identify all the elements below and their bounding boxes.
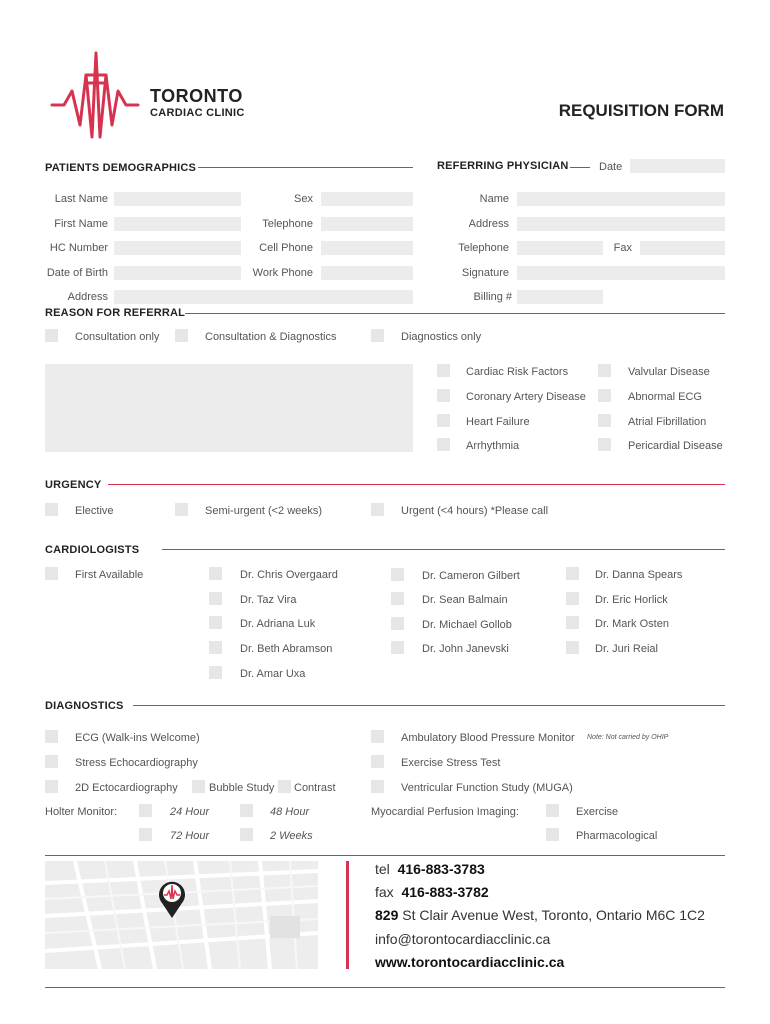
cardiologist-label: Dr. Amar Uxa (240, 668, 306, 680)
diagnostics-only-label: Diagnostics only (401, 331, 482, 343)
muga-checkbox[interactable] (371, 780, 384, 793)
billing-label: Billing # (473, 291, 512, 303)
signature-field[interactable] (517, 266, 725, 280)
consultation-only-checkbox[interactable] (45, 329, 58, 342)
perfusion-label: Myocardial Perfusion Imaging: (371, 806, 519, 818)
cardiologist-checkbox[interactable] (209, 592, 222, 605)
work-phone-label: Work Phone (252, 267, 313, 279)
cardiologist-label: Dr. Taz Vira (240, 594, 297, 606)
telephone-field[interactable] (321, 217, 413, 231)
cardiologist-checkbox[interactable] (391, 617, 404, 630)
holter-72-checkbox[interactable] (139, 828, 152, 841)
elective-label: Elective (75, 505, 114, 517)
urgent-label: Urgent (<4 hours) *Please call (401, 505, 549, 517)
first-available-checkbox[interactable] (45, 567, 58, 580)
abpm-note: Note: Not carried by OHIP (587, 734, 669, 741)
reason-label: Coronary Artery Disease (466, 391, 586, 403)
cardiologist-checkbox[interactable] (391, 568, 404, 581)
last-name-field[interactable] (114, 192, 241, 206)
reason-label: Valvular Disease (628, 366, 710, 378)
reason-checkbox[interactable] (437, 389, 450, 402)
billing-field[interactable] (517, 290, 603, 304)
brand-subname: CARDIAC CLINIC (150, 107, 245, 119)
cardiologist-label: Dr. Beth Abramson (240, 643, 333, 655)
form-title: REQUISITION FORM (558, 101, 724, 120)
physician-name-label: Name (479, 193, 509, 205)
ecg-checkbox[interactable] (45, 730, 58, 743)
divider (45, 987, 725, 988)
divider (570, 167, 590, 168)
urgent-checkbox[interactable] (371, 503, 384, 516)
echo-2d-checkbox[interactable] (45, 780, 58, 793)
work-phone-field[interactable] (321, 266, 413, 280)
exercise-checkbox[interactable] (546, 804, 559, 817)
cardiologist-checkbox[interactable] (209, 666, 222, 679)
cardiologist-label: Dr. Eric Horlick (595, 594, 668, 606)
cardiologist-checkbox[interactable] (566, 567, 579, 580)
address-number: 829 (375, 907, 399, 923)
diagnostics-only-checkbox[interactable] (371, 329, 384, 342)
contrast-checkbox[interactable] (278, 780, 291, 793)
last-name-label: Last Name (54, 193, 108, 205)
reason-checkbox[interactable] (598, 414, 611, 427)
physician-address-field[interactable] (517, 217, 725, 231)
map-pin-icon (157, 879, 187, 919)
reason-label: Atrial Fibrillation (628, 416, 707, 428)
sex-label: Sex (294, 193, 313, 205)
consultation-diagnostics-checkbox[interactable] (175, 329, 188, 342)
muga-label: Ventricular Function Study (MUGA) (401, 782, 573, 794)
exercise-label: Exercise (576, 806, 619, 818)
cardiologist-label: Dr. Mark Osten (595, 618, 669, 630)
ecg-label: ECG (Walk-ins Welcome) (75, 732, 200, 744)
first-name-label: First Name (54, 218, 108, 230)
abpm-checkbox[interactable] (371, 730, 384, 743)
cardiologist-label: Dr. Adriana Luk (240, 618, 316, 630)
exercise-stress-checkbox[interactable] (371, 755, 384, 768)
tel-number[interactable]: 416-883-3783 (397, 861, 485, 877)
reason-label: Arrhythmia (466, 440, 520, 452)
reason-checkbox[interactable] (437, 414, 450, 427)
cardiologist-label: Dr. John Janevski (422, 643, 509, 655)
date-label: Date (599, 161, 623, 173)
cell-phone-label: Cell Phone (259, 242, 313, 254)
holter-24-label: 24 Hour (170, 806, 210, 818)
cardiologist-label: Dr. Danna Spears (595, 569, 683, 581)
fax-label: Fax (613, 242, 632, 254)
reason-label: Cardiac Risk Factors (466, 366, 569, 378)
cell-phone-field[interactable] (321, 241, 413, 255)
reason-label: Abnormal ECG (628, 391, 702, 403)
cardiologist-checkbox[interactable] (566, 616, 579, 629)
address-text: St Clair Avenue West, Toronto, Ontario M6C 1C2 (402, 907, 705, 923)
sex-field[interactable] (321, 192, 413, 206)
cardiologist-label: Dr. Sean Balmain (422, 594, 508, 606)
physician-address-label: Address (468, 218, 509, 230)
cardiologist-label: Dr. Chris Overgaard (240, 569, 338, 581)
cardiologist-checkbox[interactable] (566, 592, 579, 605)
address-label: Address (67, 291, 108, 303)
abpm-label: Ambulatory Blood Pressure Monitor (401, 732, 575, 744)
signature-label: Signature (461, 267, 509, 279)
tel-label: tel (375, 861, 390, 877)
reason-checkbox[interactable] (437, 438, 450, 451)
website-link[interactable]: www.torontocardiacclinic.ca (375, 954, 565, 970)
fax-number: 416-883-3782 (401, 884, 489, 900)
hc-number-field[interactable] (114, 241, 241, 255)
exercise-stress-label: Exercise Stress Test (401, 757, 501, 769)
address-line (375, 907, 705, 923)
holter-48-label: 48 Hour (270, 806, 310, 818)
cardiologist-checkbox[interactable] (566, 641, 579, 654)
physician-name-field[interactable] (517, 192, 725, 206)
fax-line (375, 884, 489, 900)
divider (162, 549, 725, 550)
divider (133, 705, 725, 706)
contact-divider (346, 861, 349, 969)
semi-urgent-label: Semi-urgent (<2 weeks) (205, 505, 323, 517)
urgency-heading: URGENCY (45, 479, 102, 491)
first-name-field[interactable] (114, 217, 241, 231)
semi-urgent-checkbox[interactable] (175, 503, 188, 516)
clinic-logo-icon (50, 45, 140, 140)
holter-label: Holter Monitor: (45, 806, 118, 818)
divider (45, 855, 725, 856)
holter-2wk-checkbox[interactable] (240, 828, 253, 841)
cardiologist-checkbox[interactable] (209, 616, 222, 629)
divider (108, 484, 725, 485)
holter-2wk-label: 2 Weeks (270, 830, 313, 842)
dob-label: Date of Birth (46, 267, 108, 279)
cardiologist-checkbox[interactable] (391, 592, 404, 605)
holter-48-checkbox[interactable] (240, 804, 253, 817)
reason-label: Heart Failure (466, 416, 530, 428)
first-available-label: First Available (75, 569, 144, 581)
reason-checkbox[interactable] (598, 438, 611, 451)
date-field[interactable] (630, 159, 725, 173)
brand-name: TORONTO (150, 86, 243, 106)
holter-24-checkbox[interactable] (139, 804, 152, 817)
referral-heading: REASON FOR REFERRAL (45, 307, 186, 319)
address-field[interactable] (114, 290, 413, 304)
tel-line (375, 861, 485, 877)
divider (198, 167, 413, 168)
email-link[interactable]: info@torontocardiacclinic.ca (375, 931, 551, 947)
consultation-diagnostics-label: Consultation & Diagnostics (205, 331, 337, 343)
telephone-label: Telephone (262, 218, 313, 230)
stress-echo-label: Stress Echocardiography (75, 757, 198, 769)
bubble-study-label: Bubble Study (209, 782, 275, 794)
diagnostics-heading: DIAGNOSTICS (45, 700, 124, 712)
holter-72-label: 72 Hour (170, 830, 210, 842)
fax-field[interactable] (640, 241, 725, 255)
physician-heading: REFERRING PHYSICIAN (437, 160, 569, 172)
pharma-label: Pharmacological (576, 830, 658, 842)
contrast-label: Contrast (294, 782, 336, 794)
demographics-heading: PATIENTS DEMOGRAPHICS (45, 162, 197, 174)
bubble-study-checkbox[interactable] (192, 780, 205, 793)
cardiologists-heading: CARDIOLOGISTS (45, 544, 140, 556)
reason-label: Pericardial Disease (628, 440, 723, 452)
fax-label-contact: fax (375, 884, 394, 900)
cardiologist-label: Dr. Cameron Gilbert (422, 570, 520, 582)
echo-2d-label: 2D Ectocardiography (75, 782, 178, 794)
stress-echo-checkbox[interactable] (45, 755, 58, 768)
referral-notes-area[interactable] (45, 364, 413, 452)
hc-number-label: HC Number (49, 242, 108, 254)
consultation-only-label: Consultation only (75, 331, 160, 343)
reason-checkbox[interactable] (598, 389, 611, 402)
cardiologist-label: Dr. Michael Gollob (422, 619, 512, 631)
reason-checkbox[interactable] (437, 364, 450, 377)
cardiologist-label: Dr. Juri Reial (595, 643, 658, 655)
pharma-checkbox[interactable] (546, 828, 559, 841)
reason-checkbox[interactable] (598, 364, 611, 377)
physician-telephone-field[interactable] (517, 241, 603, 255)
divider (185, 313, 725, 314)
dob-field[interactable] (114, 266, 241, 280)
cardiologist-checkbox[interactable] (391, 641, 404, 654)
elective-checkbox[interactable] (45, 503, 58, 516)
cardiologist-checkbox[interactable] (209, 641, 222, 654)
physician-telephone-label: Telephone (458, 242, 509, 254)
cardiologist-checkbox[interactable] (209, 567, 222, 580)
